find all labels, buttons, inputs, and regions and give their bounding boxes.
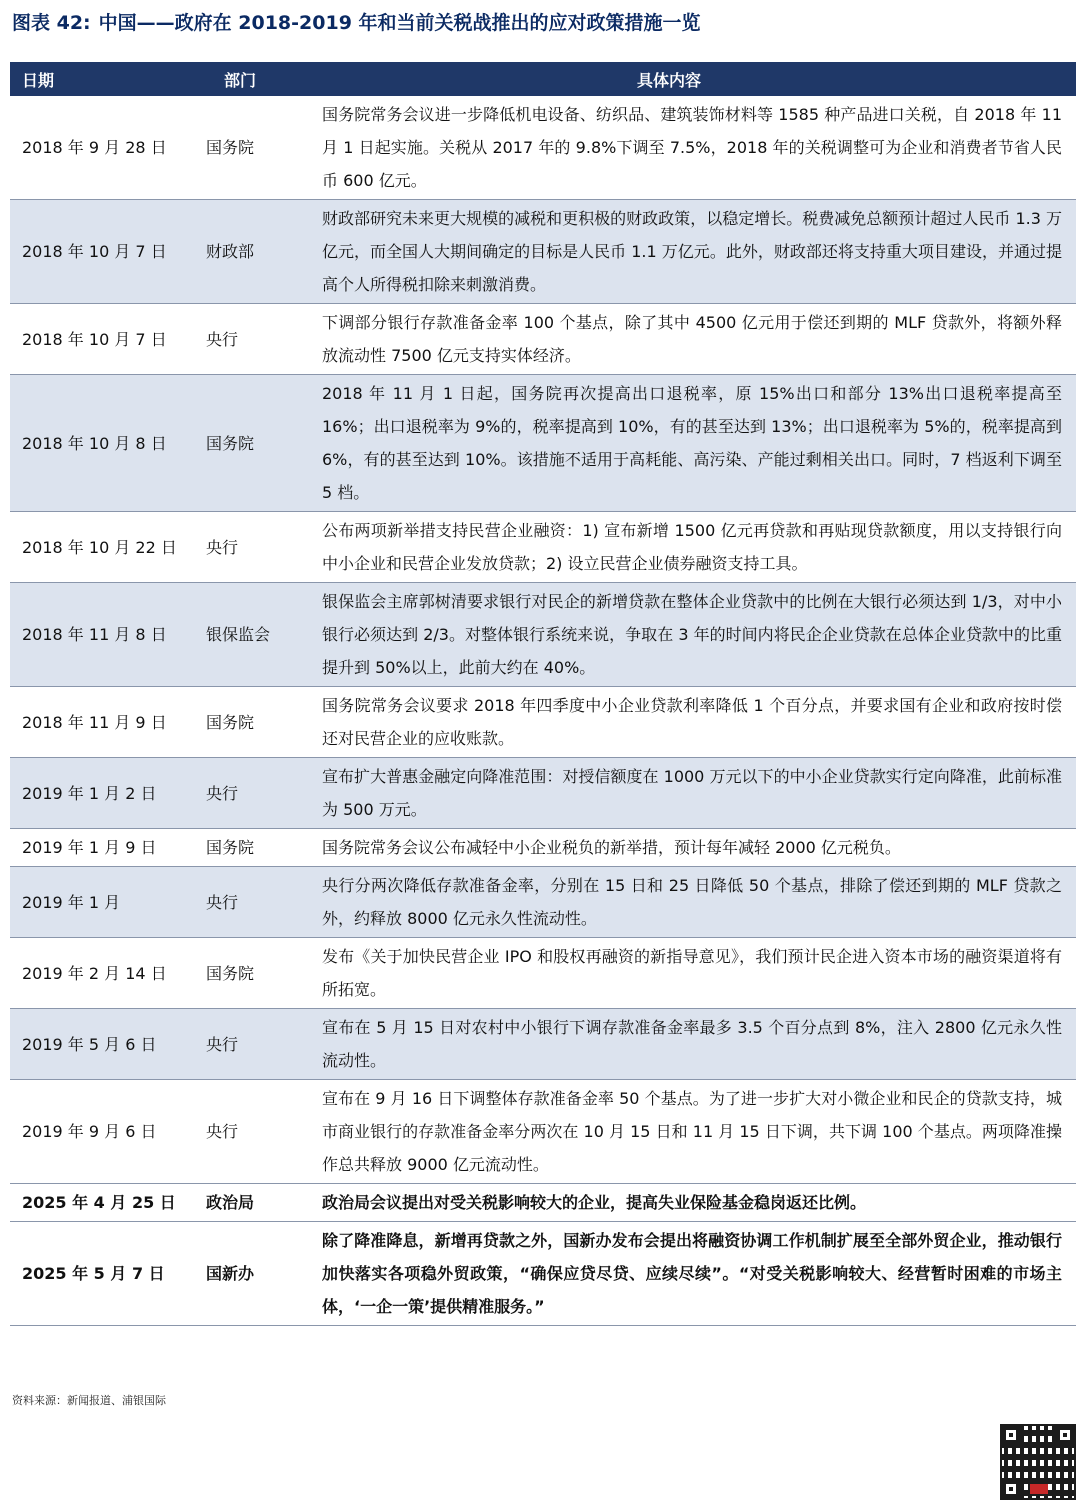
table-row bbox=[10, 375, 1076, 512]
row-dept: 国务院 bbox=[198, 96, 310, 200]
row-date: 2018 年 10 月 22 日 bbox=[10, 512, 198, 583]
row-date: 2018 年 10 月 7 日 bbox=[10, 200, 198, 304]
row-date: 2018 年 10 月 8 日 bbox=[10, 375, 198, 512]
row-content: 央行分两次降低存款准备金率，分别在 15 日和 25 日降低 50 个基点，排除了偿还到期的 MLF 贷款之外，约释放 8000 亿元永久性流动性。 bbox=[310, 867, 1076, 938]
row-date: 2018 年 11 月 8 日 bbox=[10, 583, 198, 687]
row-date: 2025 年 4 月 25 日 bbox=[10, 1184, 198, 1222]
table-row bbox=[10, 1184, 1076, 1222]
header-content: 具体内容 bbox=[310, 62, 1076, 96]
row-dept: 央行 bbox=[198, 512, 310, 583]
table-row bbox=[10, 583, 1076, 687]
table-row bbox=[10, 200, 1076, 304]
table-row bbox=[10, 758, 1076, 829]
row-date: 2019 年 9 月 6 日 bbox=[10, 1080, 198, 1184]
row-date: 2019 年 5 月 6 日 bbox=[10, 1009, 198, 1080]
table-row bbox=[10, 687, 1076, 758]
row-content: 宣布在 5 月 15 日对农村中小银行下调存款准备金率最多 3.5 个百分点到 8%，注入 2800 亿元永久性流动性。 bbox=[310, 1009, 1076, 1080]
row-content: 财政部研究未来更大规模的减税和更积极的财政政策，以稳定增长。税费减免总额预计超过人民币 1.3 万亿元，而全国人大期间确定的目标是人民币 1.1 万亿元。此外，财政部还将支持重大项目建设，并通过提高个人所得税扣除来刺激消费。 bbox=[310, 200, 1076, 304]
row-dept: 国务院 bbox=[198, 938, 310, 1009]
row-dept: 政治局 bbox=[198, 1184, 310, 1222]
row-date: 2019 年 1 月 9 日 bbox=[10, 829, 198, 867]
table-row bbox=[10, 829, 1076, 867]
row-date: 2019 年 2 月 14 日 bbox=[10, 938, 198, 1009]
table-row bbox=[10, 512, 1076, 583]
row-content: 下调部分银行存款准备金率 100 个基点，除了其中 4500 亿元用于偿还到期的 MLF 贷款外，将额外释放流动性 7500 亿元支持实体经济。 bbox=[310, 304, 1076, 375]
row-date: 2018 年 11 月 9 日 bbox=[10, 687, 198, 758]
row-content: 2018 年 11 月 1 日起，国务院再次提高出口退税率，原 15%出口和部分 13%出口退税率提高至 16%；出口退税率为 9%的，税率提高到 10%，有的甚至达到 13%；出口退税率为 5%的，税率提高到 6%，有的甚至达到 10%。该措施不适用于高耗能、高污染、产能过剩相关出口。同时，7 档返利下调至 5 档。 bbox=[310, 375, 1076, 512]
row-date: 2019 年 1 月 2 日 bbox=[10, 758, 198, 829]
row-date: 2018 年 9 月 28 日 bbox=[10, 96, 198, 200]
qr-finder-icon bbox=[1056, 1426, 1074, 1444]
figure-title bbox=[12, 8, 701, 38]
qr-finder-icon bbox=[1002, 1426, 1020, 1444]
row-content: 发布《关于加快民营企业 IPO 和股权再融资的新指导意见》，我们预计民企进入资本市场的融资渠道将有所拓宽。 bbox=[310, 938, 1076, 1009]
table-row bbox=[10, 1080, 1076, 1184]
policy-table bbox=[10, 62, 1076, 1326]
row-dept: 国务院 bbox=[198, 829, 310, 867]
row-dept: 国新办 bbox=[198, 1222, 310, 1326]
row-dept: 财政部 bbox=[198, 200, 310, 304]
row-date: 2019 年 1 月 bbox=[10, 867, 198, 938]
row-content: 宣布扩大普惠金融定向降准范围：对授信额度在 1000 万元以下的中小企业贷款实行定向降准，此前标准为 500 万元。 bbox=[310, 758, 1076, 829]
header-dept: 部门 bbox=[198, 62, 310, 96]
row-dept: 央行 bbox=[198, 1009, 310, 1080]
row-dept: 银保监会 bbox=[198, 583, 310, 687]
figure-title-text: 中国——政府在 2018-2019 年和当前关税战推出的应对政策措施一览 bbox=[98, 12, 701, 34]
row-content: 银保监会主席郭树清要求银行对民企的新增贷款在整体企业贷款中的比例在大银行必须达到 1/3，对中小银行必须达到 2/3。对整体银行系统来说，争取在 3 年的时间内将民企企业贷款在总体企业贷款中的比重提升到 50%以上，此前大约在 40%。 bbox=[310, 583, 1076, 687]
row-content: 政治局会议提出对受关税影响较大的企业，提高失业保险基金稳岗返还比例。 bbox=[310, 1184, 1076, 1222]
qr-finder-icon bbox=[1002, 1480, 1020, 1498]
row-dept: 国务院 bbox=[198, 687, 310, 758]
qr-code-icon bbox=[1000, 1424, 1076, 1500]
table-row bbox=[10, 1222, 1076, 1326]
table-header-row bbox=[10, 62, 1076, 96]
row-content: 国务院常务会议进一步降低机电设备、纺织品、建筑装饰材料等 1585 种产品进口关税，自 2018 年 11 月 1 日起实施。关税从 2017 年的 9.8%下调至 7.5%，2018 年的关税调整可为企业和消费者节省人民币 600 亿元。 bbox=[310, 96, 1076, 200]
table-row bbox=[10, 304, 1076, 375]
source-note: 资料来源：新闻报道、浦银国际 bbox=[12, 1394, 166, 1407]
row-date: 2018 年 10 月 7 日 bbox=[10, 304, 198, 375]
table-row bbox=[10, 1009, 1076, 1080]
header-date: 日期 bbox=[10, 62, 198, 96]
qr-logo-icon bbox=[1030, 1484, 1048, 1494]
figure-label: 图表 42: bbox=[12, 12, 91, 34]
row-content: 除了降准降息，新增再贷款之外，国新办发布会提出将融资协调工作机制扩展至全部外贸企业，推动银行加快落实各项稳外贸政策，“确保应贷尽贷、应续尽续”。“对受关税影响较大、经营暂时困难的市场主体，‘一企一策’提供精准服务。” bbox=[310, 1222, 1076, 1326]
row-content: 公布两项新举措支持民营企业融资：1) 宣布新增 1500 亿元再贷款和再贴现贷款额度，用以支持银行向中小企业和民营企业发放贷款；2) 设立民营企业债券融资支持工具。 bbox=[310, 512, 1076, 583]
table-row bbox=[10, 867, 1076, 938]
table-row bbox=[10, 938, 1076, 1009]
row-dept: 央行 bbox=[198, 758, 310, 829]
row-content: 国务院常务会议公布减轻中小企业税负的新举措，预计每年减轻 2000 亿元税负。 bbox=[310, 829, 1076, 867]
row-content: 宣布在 9 月 16 日下调整体存款准备金率 50 个基点。为了进一步扩大对小微企业和民企的贷款支持，城市商业银行的存款准备金率分两次在 10 月 15 日和 11 月 15 日下调，共下调 100 个基点。两项降准操作总共释放 9000 亿元流动性。 bbox=[310, 1080, 1076, 1184]
row-dept: 国务院 bbox=[198, 375, 310, 512]
row-dept: 央行 bbox=[198, 867, 310, 938]
row-date: 2025 年 5 月 7 日 bbox=[10, 1222, 198, 1326]
row-dept: 央行 bbox=[198, 304, 310, 375]
table-row bbox=[10, 96, 1076, 200]
row-dept: 央行 bbox=[198, 1080, 310, 1184]
row-content: 国务院常务会议要求 2018 年四季度中小企业贷款利率降低 1 个百分点，并要求国有企业和政府按时偿还对民营企业的应收账款。 bbox=[310, 687, 1076, 758]
